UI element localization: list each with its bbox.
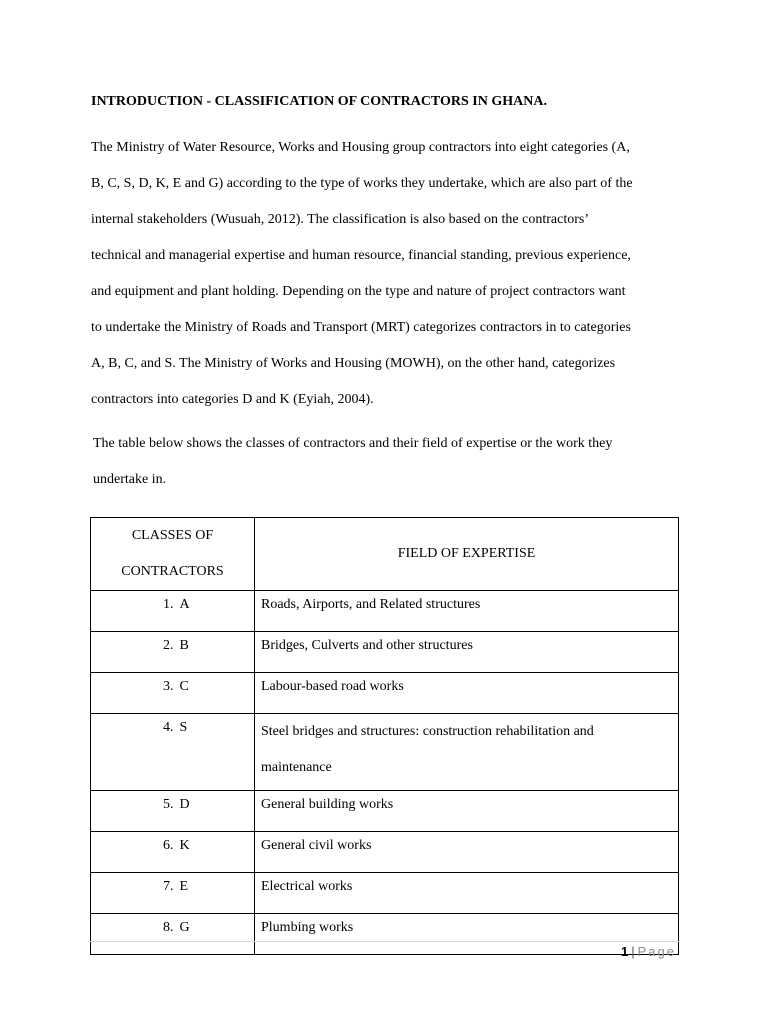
header-classes-cell bbox=[91, 518, 255, 591]
class-number: 7. bbox=[163, 879, 174, 894]
class-number: 2. bbox=[163, 638, 174, 653]
document-heading: INTRODUCTION - CLASSIFICATION OF CONTRACTORS IN GHANA. bbox=[91, 94, 547, 109]
header-classes-line1: CLASSES OF bbox=[131, 528, 214, 543]
class-cell bbox=[91, 591, 255, 632]
paragraph-line: The Ministry of Water Resource, Works and Housing group contractors into eight categories (A, bbox=[91, 140, 630, 155]
table-row bbox=[91, 714, 679, 791]
table-row bbox=[91, 591, 679, 632]
field-cell: Plumbing works bbox=[255, 914, 679, 955]
class-letter: K bbox=[179, 838, 190, 853]
page-footer bbox=[621, 944, 676, 960]
class-cell bbox=[91, 832, 255, 873]
paragraph-line: to undertake the Ministry of Roads and Transport (MRT) categorizes contractors in to categories bbox=[91, 320, 631, 335]
class-letter: A bbox=[179, 597, 190, 612]
class-cell bbox=[91, 914, 255, 955]
class-number: 4. bbox=[163, 720, 174, 735]
contractor-classes-table bbox=[90, 517, 679, 955]
paragraph-line: The table below shows the classes of contractors and their field of expertise or the work they bbox=[93, 436, 613, 451]
class-cell bbox=[91, 791, 255, 832]
field-cell: Electrical works bbox=[255, 873, 679, 914]
field-cell: General building works bbox=[255, 791, 679, 832]
class-cell bbox=[91, 714, 255, 791]
class-number: 6. bbox=[163, 838, 174, 853]
class-letter: E bbox=[179, 879, 189, 894]
field-line: maintenance bbox=[261, 760, 332, 775]
page-label: Page bbox=[637, 944, 676, 959]
table-row bbox=[91, 832, 679, 873]
class-letter: D bbox=[179, 797, 190, 812]
class-letter: G bbox=[179, 920, 190, 935]
header-classes-line2: CONTRACTORS bbox=[121, 564, 224, 579]
page-number: 1 bbox=[621, 944, 629, 959]
class-letter: S bbox=[179, 720, 188, 735]
footer-divider bbox=[88, 941, 679, 942]
paragraph-line: technical and managerial expertise and human resource, financial standing, previous experience, bbox=[91, 248, 631, 263]
field-cell bbox=[255, 714, 679, 791]
paragraph-line: contractors into categories D and K (Eyiah, 2004). bbox=[91, 392, 374, 407]
table-row bbox=[91, 873, 679, 914]
class-letter: B bbox=[179, 638, 189, 653]
class-number: 8. bbox=[163, 920, 174, 935]
paragraph-line: and equipment and plant holding. Depending on the type and nature of project contractors want bbox=[91, 284, 626, 299]
field-cell: General civil works bbox=[255, 832, 679, 873]
header-field-cell: FIELD OF EXPERTISE bbox=[255, 518, 679, 591]
table-row bbox=[91, 791, 679, 832]
table-row bbox=[91, 673, 679, 714]
paragraph-line: undertake in. bbox=[93, 472, 167, 487]
table-row bbox=[91, 914, 679, 955]
field-line: Steel bridges and structures: construction rehabilitation and bbox=[261, 724, 594, 739]
class-cell bbox=[91, 673, 255, 714]
field-cell: Bridges, Culverts and other structures bbox=[255, 632, 679, 673]
table-intro-paragraph bbox=[93, 426, 693, 498]
paragraph-line: internal stakeholders (Wusuah, 2012). The classification is also based on the contractors’ bbox=[91, 212, 589, 227]
table-header-row bbox=[91, 518, 679, 591]
class-number: 5. bbox=[163, 797, 174, 812]
field-cell: Labour-based road works bbox=[255, 673, 679, 714]
class-cell bbox=[91, 632, 255, 673]
table-row bbox=[91, 632, 679, 673]
paragraph-line: B, C, S, D, K, E and G) according to the type of works they undertake, which are also part of the bbox=[91, 176, 633, 191]
footer-separator: | bbox=[631, 944, 635, 959]
class-number: 1. bbox=[163, 597, 174, 612]
class-letter: C bbox=[179, 679, 189, 694]
field-cell: Roads, Airports, and Related structures bbox=[255, 591, 679, 632]
class-number: 3. bbox=[163, 679, 174, 694]
paragraph-line: A, B, C, and S. The Ministry of Works and Housing (MOWH), on the other hand, categorizes bbox=[91, 356, 616, 371]
class-cell bbox=[91, 873, 255, 914]
intro-paragraph bbox=[91, 130, 691, 418]
